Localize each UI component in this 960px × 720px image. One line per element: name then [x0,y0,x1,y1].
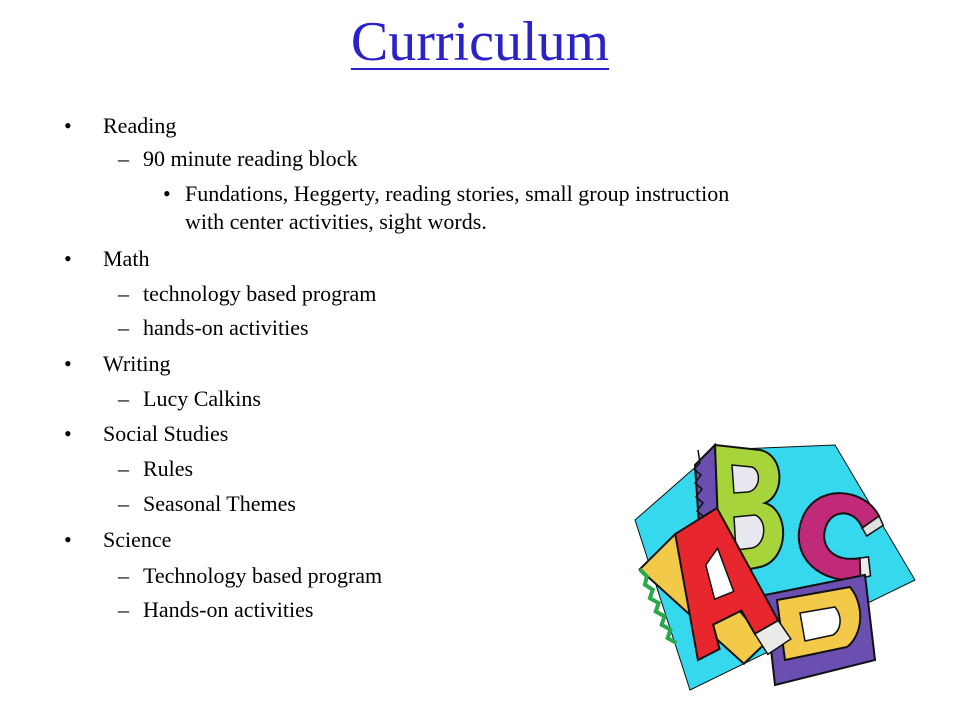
list-item-text: Rules [143,456,194,481]
list-item-text: Writing [103,351,171,376]
bullet: • [64,113,72,138]
dash: – [118,281,129,306]
abc-letters-icon [620,440,920,695]
dash: – [118,386,129,411]
list-item-text: Science [103,527,172,552]
list-item-text: Math [103,246,150,271]
list-item-text: Fundations, Heggerty, reading stories, small group instruction [185,181,730,206]
dash: – [118,491,129,516]
list-item-text: Social Studies [103,421,229,446]
list-item-text: hands-on activities [143,315,309,340]
bullet: • [64,351,72,376]
dash: – [118,146,129,171]
list-item-text: technology based program [143,281,377,306]
slide-title: Curriculum [350,11,610,73]
list-item-text: 90 minute reading block [143,146,358,171]
list-item-text: with center activities, sight words. [185,209,487,234]
list-item-text: Seasonal Themes [143,491,296,516]
bullet: • [163,181,171,206]
list-item-text: Lucy Calkins [143,386,261,411]
list-item-text: Technology based program [143,563,383,588]
dash: – [118,563,129,588]
dash: – [118,456,129,481]
list-item-text: Reading [103,113,177,138]
bullet: • [64,527,72,552]
bullet: • [64,421,72,446]
bullet: • [64,246,72,271]
list-item-text: Hands-on activities [143,597,314,622]
dash: – [118,315,129,340]
dash: – [118,597,129,622]
